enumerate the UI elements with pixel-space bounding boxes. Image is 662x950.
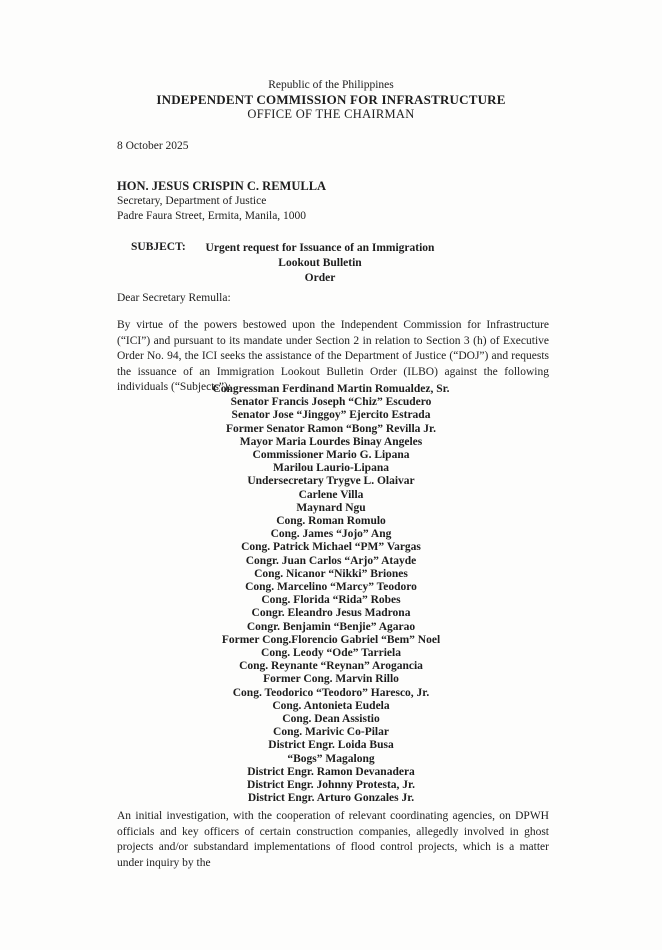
subject-person: Carlene Villa [298,488,364,501]
subject-person: Congr. Eleandro Jesus Madrona [251,607,411,620]
recipient-title: Secretary, Department of Justice [117,195,267,207]
subject-line-2: Order [304,272,336,284]
subject-person: Former Cong. Marvin Rillo [263,673,399,686]
subject-person: Maynard Ngu [296,501,366,514]
subject-person: Cong. Marivic Co-Pilar [273,726,389,739]
recipient-address: Padre Faura Street, Ermita, Manila, 1000 [117,210,307,222]
subject-person: Cong. Nicanor “Nikki” Briones [254,567,408,580]
subject-person: Cong. Reynante “Reynan” Arogancia [239,660,423,673]
subject-text [200,241,440,286]
subject-label: SUBJECT: [131,241,186,253]
letterhead-office: OFFICE OF THE CHAIRMAN [247,107,415,121]
subject-person: Congr. Juan Carlos “Arjo” Atayde [245,554,417,567]
subject-person: Cong. Dean Assistio [282,713,380,726]
body-paragraph-1: By virtue of the powers bestowed upon the Independent Commission for Infrastructure (“ICI”) and pursuant to its mandate under Section 2 in relation to Section 3 (h) of Executive Order No. 94, the ICI seeks the assistance of the Department of Justice (“DOJ”) and requests the issuance of an Immigration Lookout Bulletin Order (ILBO) against the following individuals (“Subjects”): [117,319,549,393]
subject-person: Cong. Leody “Ode” Tarriela [261,647,401,660]
letterhead [0,78,662,121]
subject-person: Cong. Roman Romulo [276,515,386,528]
subject-line-1: Urgent request for Issuance of an Immigration Lookout Bulletin [205,242,435,269]
recipient-block [117,179,326,224]
subject-person: Cong. Marcelino “Marcy” Teodoro [245,581,417,594]
subject-person: Cong. Patrick Michael “PM” Vargas [241,541,421,554]
subject-person: Undersecretary Trygve L. Olaivar [247,475,415,488]
subject-person: Congressman Ferdinand Martin Romualdez, Sr. [212,383,450,395]
subject-person: Senator Francis Joseph “Chiz” Escudero [230,396,432,409]
salutation: Dear Secretary Remulla: [117,292,231,304]
subject-person: Former Cong.Florencio Gabriel “Bem” Noel [221,633,441,646]
subject-person: Commissioner Mario G. Lipana [252,449,410,462]
letterhead-commission: INDEPENDENT COMMISSION FOR INFRASTRUCTURE [156,92,506,107]
letter-date: 8 October 2025 [117,140,189,152]
letterhead-republic: Republic of the Philippines [268,79,394,91]
subject-person: District Engr. Loida Busa [268,739,394,752]
subject-person: Cong. James “Jojo” Ang [270,528,392,541]
subject-person: Cong. Teodorico “Teodoro” Haresco, Jr. [232,686,430,699]
subject-person: Senator Jose “Jinggoy” Ejercito Estrada [231,409,431,422]
subject-person: Cong. Florida “Rida” Robes [261,594,401,607]
subject-person: Cong. Antonieta Eudela [272,699,390,712]
subject-person: Former Senator Ramon “Bong” Revilla Jr. [226,422,436,435]
subjects-list [0,383,662,806]
recipient-name: HON. JESUS CRISPIN C. REMULLA [117,179,327,193]
subject-person: Marilou Laurio-Lipana [273,462,389,475]
subject-person: District Engr. Arturo Gonzales Jr. [247,792,415,805]
subject-person: District Engr. Johnny Protesta, Jr. [247,779,415,792]
subject-person: Mayor Maria Lourdes Binay Angeles [239,435,423,448]
body-paragraph-2: An initial investigation, with the cooperation of relevant coordinating agencies, on DPWH officials and key officers of certain construction companies, allegedly involved in ghost projects and/or substandard implementations of flood control projects, which is a matter under inquiry by the [117,810,549,869]
subject-person: “Bogs” Magalong [287,752,375,765]
subject-person: District Engr. Ramon Devanadera [247,765,415,778]
subject-person: Congr. Benjamin “Benjie” Agarao [246,620,416,633]
